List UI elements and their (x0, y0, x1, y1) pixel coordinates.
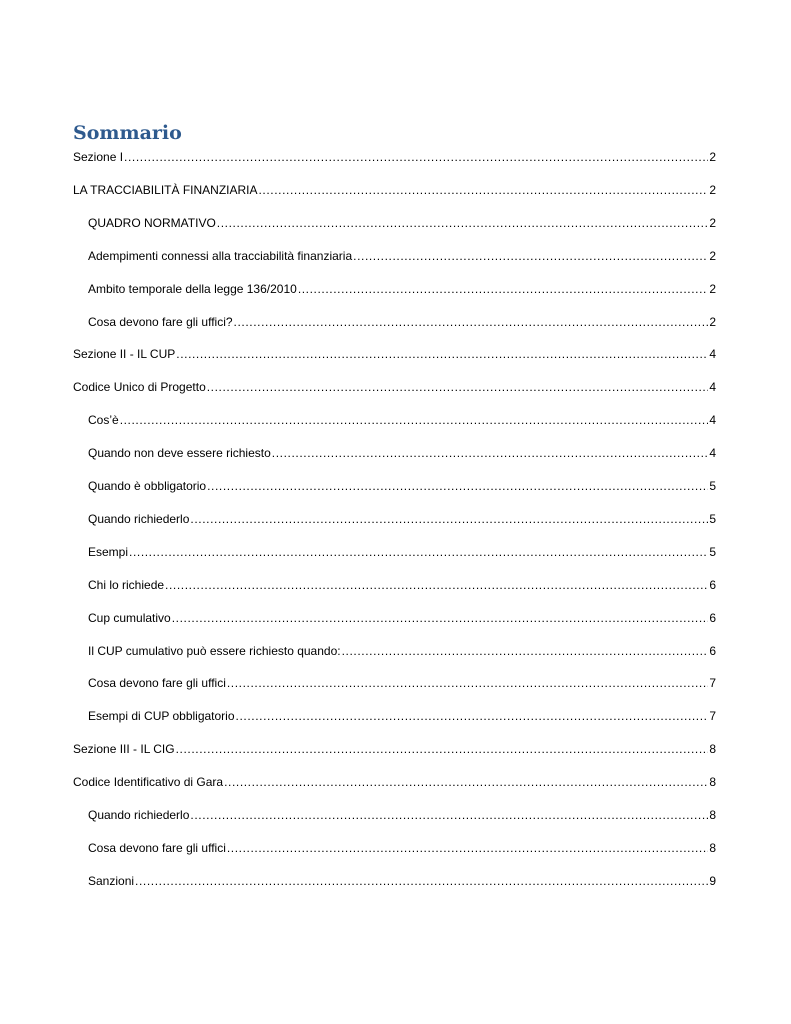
toc-entry[interactable] (0, 477, 791, 495)
dot-leader (135, 872, 708, 890)
toc-entry-label: Codice Identificativo di Gara (73, 775, 224, 790)
toc-entry-page-number: 4 (709, 347, 716, 362)
toc-entry-label: Quando richiederlo (88, 808, 190, 822)
toc-entry-label: Il CUP cumulativo può essere richiesto quando: (88, 643, 341, 658)
toc-entry-page-number: 4 (709, 380, 716, 395)
dot-leader (236, 707, 709, 725)
toc-entry[interactable] (0, 280, 791, 298)
toc-entry-page-number: 7 (709, 676, 716, 691)
toc-entry-page-number: 2 (709, 281, 716, 296)
toc-entry-page-number: 8 (709, 808, 716, 822)
toc-entry-label: Esempi di CUP obbligatorio (88, 709, 235, 724)
toc-entry[interactable] (0, 345, 791, 363)
toc-entry-row (73, 148, 716, 166)
dot-leader (207, 477, 708, 495)
dot-leader (176, 740, 709, 758)
toc-entry[interactable] (0, 773, 791, 791)
toc-entry-row (88, 674, 716, 692)
toc-entry[interactable] (0, 576, 791, 594)
toc-entry-label: LA TRACCIABILITÀ FINANZIARIA (73, 182, 258, 197)
toc-entry-label: Sezione II - IL CUP (73, 347, 176, 362)
dot-leader (129, 543, 708, 561)
toc-entry-page-number: 7 (709, 709, 716, 724)
toc-entry-label: Sanzioni (88, 873, 135, 888)
toc-entry-page-number: 6 (709, 643, 716, 658)
toc-entry-row (73, 740, 716, 758)
dot-leader (227, 839, 708, 857)
toc-entry-label: Ambito temporale della legge 136/2010 (88, 281, 297, 296)
dot-leader (190, 510, 708, 528)
dot-leader (190, 806, 708, 824)
toc-entry[interactable] (0, 510, 791, 528)
toc-entry-row (88, 247, 716, 265)
toc-entry[interactable] (0, 378, 791, 396)
dot-leader (353, 247, 708, 265)
toc-entry-label: Adempimenti connessi alla tracciabilità finanziaria (88, 248, 353, 263)
toc-entry-row (73, 773, 716, 791)
dot-leader (165, 576, 708, 594)
toc-entry-row (88, 280, 716, 298)
toc-entry-label: Cos’è (88, 413, 119, 428)
toc-entry-row (88, 411, 716, 429)
toc-entry-row (88, 510, 716, 528)
toc-entry-label: QUADRO NORMATIVO (88, 215, 216, 230)
dot-leader (120, 411, 709, 429)
dot-leader (259, 181, 709, 199)
toc-entry[interactable] (0, 609, 791, 627)
toc-entry[interactable] (0, 148, 791, 166)
toc-entry-page-number: 8 (709, 840, 716, 855)
toc-entry-label: Cosa devono fare gli uffici? (88, 314, 233, 329)
toc-entry-label: Codice Unico di Progetto (73, 380, 206, 395)
toc-entry[interactable] (0, 674, 791, 692)
dot-leader (224, 773, 708, 791)
toc-entry-row (88, 806, 716, 824)
toc-entry[interactable] (0, 214, 791, 232)
toc-entry-page-number: 4 (709, 446, 716, 461)
toc-entry[interactable] (0, 181, 791, 199)
toc-entry-row (88, 477, 716, 495)
toc-entry-page-number: 8 (709, 775, 716, 790)
toc-entry[interactable] (0, 543, 791, 561)
toc-entry-label: Quando richiederlo (88, 511, 190, 526)
dot-leader (207, 378, 709, 396)
toc-entry-page-number: 5 (709, 479, 716, 493)
toc-entry-label: Sezione I (73, 150, 124, 164)
toc-entry-page-number: 4 (709, 413, 716, 428)
toc-entry-row (88, 543, 716, 561)
toc-entry-page-number: 5 (709, 511, 716, 526)
dot-leader (172, 609, 709, 627)
dot-leader (124, 148, 708, 166)
toc-entry-page-number: 2 (709, 314, 716, 329)
dot-leader (272, 444, 709, 462)
toc-entry-row (88, 642, 716, 660)
toc-entry-page-number: 2 (709, 248, 716, 263)
toc-entry[interactable] (0, 740, 791, 758)
toc-entry-label: Chi lo richiede (88, 577, 165, 592)
toc-entry-row (88, 707, 716, 725)
toc-entry[interactable] (0, 872, 791, 890)
toc-entry-label: Quando non deve essere richiesto (88, 446, 271, 461)
toc-entry-label: Sezione III - IL CIG (73, 742, 175, 757)
toc-entry[interactable] (0, 642, 791, 660)
toc-entry[interactable] (0, 806, 791, 824)
toc-entry-page-number: 6 (709, 610, 716, 625)
toc-entry-row (88, 609, 716, 627)
dot-leader (298, 280, 709, 298)
toc-entry-label: Cosa devono fare gli uffici (88, 840, 226, 855)
toc-entry-page-number: 2 (709, 215, 716, 230)
toc-entry-page-number: 9 (709, 873, 716, 888)
toc-title: Sommario (73, 122, 182, 144)
toc-entry-row (73, 181, 716, 199)
toc-entry[interactable] (0, 313, 791, 331)
toc-entry[interactable] (0, 411, 791, 429)
dot-leader (227, 674, 708, 692)
toc-entry-row (73, 345, 716, 363)
toc-entry-row (88, 576, 716, 594)
toc-entry[interactable] (0, 247, 791, 265)
toc-entry-page-number: 8 (709, 742, 716, 757)
toc-entry-row (88, 313, 716, 331)
toc-entry-page-number: 5 (709, 544, 716, 559)
toc-entry-row (73, 378, 716, 396)
toc-entry[interactable] (0, 444, 791, 462)
toc-entry-page-number: 6 (709, 577, 716, 592)
dot-leader (342, 642, 709, 660)
toc-entry-page-number: 2 (709, 150, 716, 164)
toc-entry-label: Cup cumulativo (88, 610, 171, 625)
toc-entry-page-number: 2 (709, 182, 716, 197)
toc-entry-label: Esempi (88, 544, 129, 559)
toc-entry-row (88, 444, 716, 462)
toc-entry[interactable] (0, 707, 791, 725)
toc-entry-row (88, 872, 716, 890)
dot-leader (217, 214, 709, 232)
dot-leader (234, 313, 709, 331)
toc-entry-label: Quando è obbligatorio (88, 479, 207, 493)
toc-entry-row (88, 214, 716, 232)
toc-entry-row (88, 839, 716, 857)
toc-entry-label: Cosa devono fare gli uffici (88, 676, 226, 691)
dot-leader (176, 345, 708, 363)
toc-entry[interactable] (0, 839, 791, 857)
